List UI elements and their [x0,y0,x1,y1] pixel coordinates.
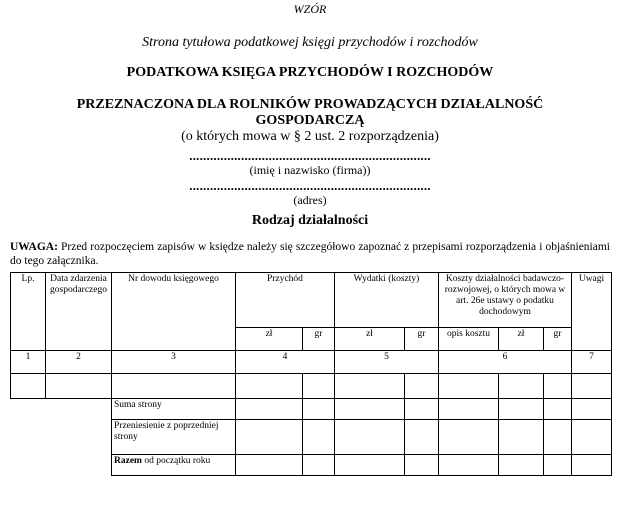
empty-cell [405,420,439,455]
column-number: 1 [11,351,46,374]
empty-cell [303,374,335,399]
empty-cell [303,420,335,455]
note-text: Przed rozpoczęciem zapisów w księdze należy się szczegółowo zapoznać z przepisami rozporządzenia i objaśnieniami do tego załącznika. [10,241,610,267]
empty-cell [335,455,405,476]
empty-cell [572,399,612,420]
empty-cell [335,420,405,455]
empty-cell [236,399,303,420]
empty-cell [236,420,303,455]
empty-cell [439,374,499,399]
table-row [11,374,612,399]
empty-cell [544,420,572,455]
section-title: Rodzaj działalności [251,213,369,228]
empty-cell [335,399,405,420]
column-number: 3 [112,351,236,374]
empty-cell [439,455,499,476]
title2-line1: PRZEZNACZONA DLA ROLNIKÓW PROWADZĄCYCH DZIAŁALNOŚĆ [76,97,544,112]
empty-cell [544,374,572,399]
header-expenses: Wydatki (koszty) [335,273,439,328]
empty-cell [439,399,499,420]
empty-cell [499,374,544,399]
ytd-total-bold: Razem [114,456,142,466]
regulation-reference: (o których mowa w § 2 ust. 2 rozporządzenia) [181,129,439,144]
empty-cell [236,455,303,476]
empty-cell [405,399,439,420]
page-sum-label: Suma strony [112,399,236,420]
ytd-total-rest: od początku roku [141,456,211,466]
header-lp: Lp. [11,273,46,351]
summary-row-page [11,399,612,420]
empty-cell [46,374,112,399]
ytd-total-label [112,455,236,476]
empty-cell [11,374,46,399]
title2-line2: GOSPODARCZĄ [255,113,365,128]
column-number: 4 [236,351,335,374]
subheader-expenses-zl: zł [335,328,405,351]
ledger-table [10,272,612,476]
empty-cell [499,399,544,420]
empty-cell [544,455,572,476]
name-label: (imię i nazwisko (firma)) [249,163,371,177]
name-fill-line: ...................................................................... [189,148,431,163]
subheader-income-zl: zł [236,328,303,351]
empty-cell [572,455,612,476]
document-title-line2 [0,97,620,129]
page-subtitle: Strona tytułowa podatkowej księgi przychodów i rozchodów [142,35,478,50]
note-paragraph [10,240,610,268]
column-number: 6 [439,351,572,374]
empty-cell [405,455,439,476]
empty-cell [303,399,335,420]
column-number: 7 [572,351,612,374]
empty-cell [335,374,405,399]
empty-cell [544,399,572,420]
carry-over-label: Przeniesienie z poprzedniej strony [112,420,236,455]
subheader-cost-description: opis kosztu [439,328,499,351]
address-label: (adres) [293,193,327,207]
note-label: UWAGA: [10,241,58,253]
header-remarks: Uwagi [572,273,612,351]
empty-cell [405,374,439,399]
address-fill-line: ...................................................................... [189,178,431,193]
header-date: Data zdarzenia gospodarczego [46,273,112,351]
subheader-costs-gr: gr [544,328,572,351]
column-number: 5 [335,351,439,374]
empty-cell [236,374,303,399]
column-number: 2 [46,351,112,374]
header-document-number: Nr dowodu księgowego [112,273,236,351]
empty-cell [499,455,544,476]
empty-cell [439,420,499,455]
header-income: Przychód [236,273,335,328]
document-title: PODATKOWA KSIĘGA PRZYCHODÓW I ROZCHODÓW [126,65,494,80]
summary-row-carry-over [11,420,612,455]
empty-cell [572,420,612,455]
subheader-expenses-gr: gr [405,328,439,351]
subheader-income-gr: gr [303,328,335,351]
summary-row-ytd [11,455,612,476]
empty-cell [112,374,236,399]
subheader-costs-zl: zł [499,328,544,351]
header-rd-costs: Koszty działalności badawczo-rozwojowej, o których mowa w art. 26e ustawy o podatku dochodowym [439,273,572,328]
template-label: WZÓR [293,2,327,16]
empty-cell [499,420,544,455]
empty-cell [572,374,612,399]
empty-cell [303,455,335,476]
